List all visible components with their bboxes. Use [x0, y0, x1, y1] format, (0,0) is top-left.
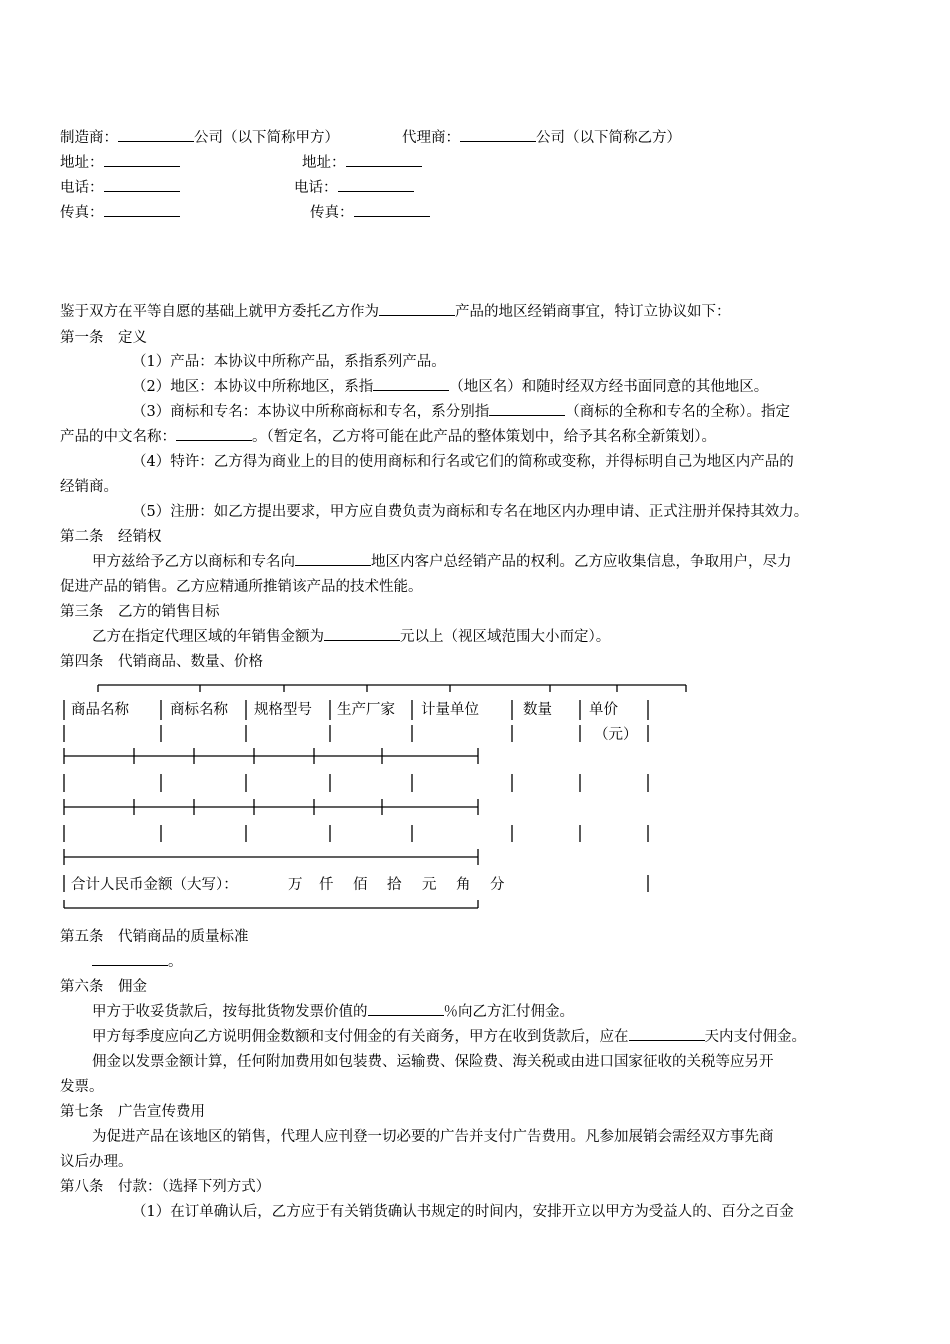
col-unit-price: 单价 — [589, 702, 618, 718]
col-unit: 计量单位 — [421, 702, 479, 718]
sales-target-blank[interactable] — [324, 627, 400, 641]
total-unit-bai: 佰 — [353, 877, 368, 893]
article-2-title: 第二条 经销权 — [60, 529, 162, 545]
col-manufacturer: 生产厂家 — [337, 702, 395, 718]
article-8-title: 第八条 付款：（选择下列方式） — [60, 1179, 271, 1195]
article-6-para-1: 甲方于收妥货款后，按每批货物发票价值的 ％向乙方汇付佣金。 — [92, 1004, 574, 1020]
distribution-region-blank[interactable] — [295, 552, 371, 566]
total-unit-jiao: 角 — [456, 877, 471, 893]
col-trademark-name: 商标名称 — [170, 702, 228, 718]
article-1-item-2: （2）地区：本协议中所称地区，系指 （地区名）和随时经双方经书面同意的其他地区。 — [132, 379, 769, 395]
agent-name-blank[interactable] — [460, 128, 536, 142]
payment-days-blank[interactable] — [629, 1027, 705, 1041]
agent-address: 地址： — [302, 153, 422, 173]
article-2-text: 甲方兹给予乙方以商标和专名向 地区内客户总经销产品的权利。乙方应收集信息，争取用户，尽力 — [92, 554, 792, 570]
article-6-para-3-cont: 发票。 — [60, 1079, 104, 1095]
agent-fax-blank[interactable] — [354, 203, 430, 217]
article-5-text: 。 — [92, 952, 183, 972]
article-3-title: 第三条 乙方的销售目标 — [60, 604, 220, 620]
col-spec-model: 规格型号 — [254, 702, 312, 718]
article-7-text: 为促进产品在该地区的销售，代理人应刊登一切必要的广告并支付广告费用。凡参加展销会需经双方事先商 — [92, 1129, 774, 1145]
manufacturer-name-blank[interactable] — [118, 128, 194, 142]
col-quantity: 数量 — [523, 702, 552, 718]
goods-table — [60, 678, 700, 918]
total-unit-shi: 拾 — [387, 877, 402, 893]
manufacturer-phone: 电话： — [60, 178, 180, 198]
manufacturer-line: 制造商： 公司（以下简称甲方） — [60, 130, 339, 146]
agent-phone: 电话： — [294, 178, 414, 198]
agent-phone-blank[interactable] — [338, 178, 414, 192]
manufacturer-fax-blank[interactable] — [104, 203, 180, 217]
total-unit-wan: 万 — [288, 877, 303, 893]
article-1-item-4: （4）特许：乙方得为商业上的目的使用商标和行名或它们的简称或变称，并得标明自己为地区内产品的 — [132, 454, 794, 470]
article-1-item-3: （3）商标和专名：本协议中所称商标和专名，系分别指 （商标的全称和专名的全称）。指定 — [132, 404, 790, 420]
trademark-blank[interactable] — [489, 402, 565, 416]
article-1-item-5: （5）注册：如乙方提出要求，甲方应自费负责为商标和专名在地区内办理申请、正式注册并保持其效力。 — [132, 504, 809, 520]
article-7-title: 第七条 广告宣传费用 — [60, 1104, 205, 1120]
article-6-para-3: 佣金以发票金额计算，任何附加费用如包装费、运输费、保险费、海关税或由进口国家征收的关税等应另开 — [92, 1054, 774, 1070]
manufacturer-phone-blank[interactable] — [104, 178, 180, 192]
agent-line: 代理商： 公司（以下简称乙方） — [402, 130, 681, 146]
product-blank[interactable] — [379, 302, 455, 316]
article-1-title: 第一条 定义 — [60, 330, 147, 346]
manufacturer-fax: 传真： — [60, 203, 180, 223]
preamble: 鉴于双方在平等自愿的基础上就甲方委托乙方作为 产品的地区经销商事宜，特订立协议如下： — [60, 304, 731, 320]
col-unit-price-unit: （元） — [594, 727, 638, 743]
total-amount-label: 合计人民币金额（大写）： — [71, 877, 238, 893]
article-6-para-2: 甲方每季度应向乙方说明佣金数额和支付佣金的有关商务，甲方在收到货款后，应在 天内支付佣金。 — [92, 1029, 806, 1045]
article-1-item-1: （1）产品：本协议中所称产品，系指系列产品。 — [132, 354, 446, 370]
commission-percent-blank[interactable] — [368, 1002, 444, 1016]
article-8-item-1: （1）在订单确认后，乙方应于有关销货确认书规定的时间内，安排开立以甲方为受益人的、百分之百金 — [132, 1204, 794, 1220]
agent-address-blank[interactable] — [346, 153, 422, 167]
article-1-item-4-cont: 经销商。 — [60, 479, 118, 495]
total-unit-fen: 分 — [490, 877, 505, 893]
col-product-name: 商品名称 — [71, 702, 129, 718]
total-unit-qian: 仟 — [319, 877, 334, 893]
manufacturer-address-blank[interactable] — [104, 153, 180, 167]
region-blank[interactable] — [373, 377, 449, 391]
agent-fax: 传真： — [310, 203, 430, 223]
chinese-name-blank[interactable] — [176, 427, 252, 441]
manufacturer-address: 地址： — [60, 153, 180, 173]
article-7-text-cont: 议后办理。 — [60, 1154, 133, 1170]
article-2-text-cont: 促进产品的销售。乙方应精通所推销该产品的技术性能。 — [60, 579, 423, 595]
total-unit-yuan: 元 — [422, 877, 437, 893]
article-4-title: 第四条 代销商品、数量、价格 — [60, 654, 263, 670]
article-1-item-3-cont: 产品的中文名称： 。（暂定名，乙方将可能在此产品的整体策划中，给予其名称全新策划）。 — [60, 429, 716, 445]
article-5-title: 第五条 代销商品的质量标准 — [60, 929, 249, 945]
article-3-text: 乙方在指定代理区域的年销售金额为 元以上（视区域范围大小而定）。 — [92, 629, 611, 645]
quality-standard-blank[interactable] — [92, 952, 168, 966]
article-6-title: 第六条 佣金 — [60, 979, 147, 995]
